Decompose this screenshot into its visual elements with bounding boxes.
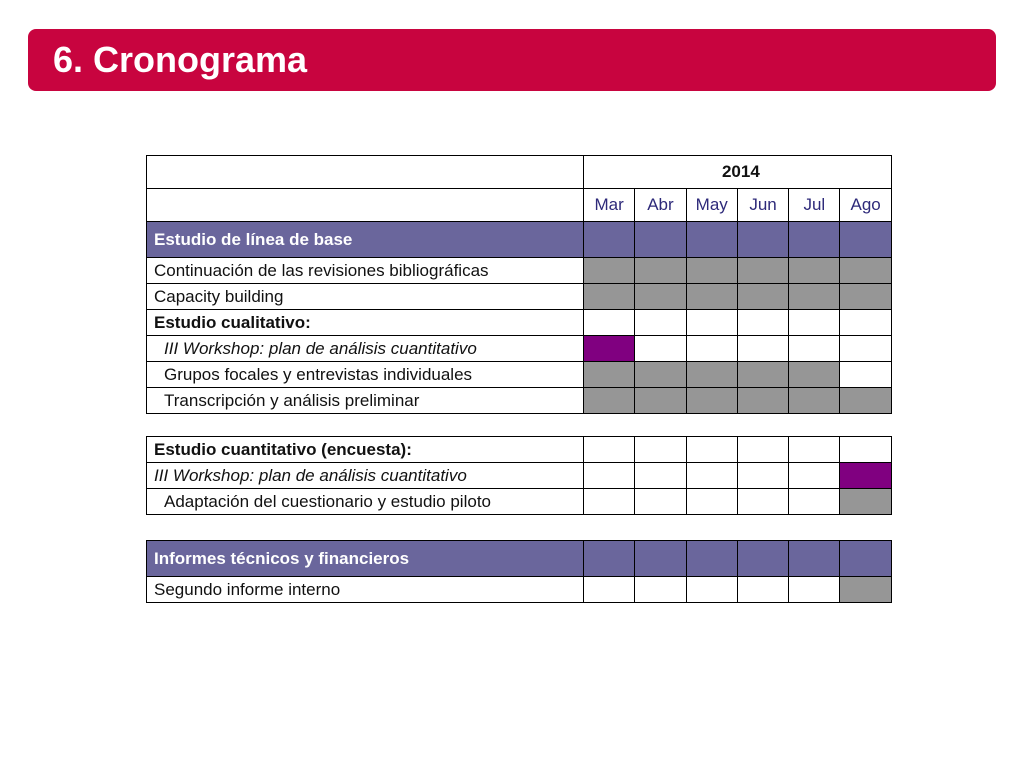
slide-title: 6. Cronograma (53, 39, 308, 80)
empty-cell (635, 463, 686, 489)
task-row (147, 336, 892, 362)
activity-bar-cell (737, 388, 788, 414)
activity-bar-cell (789, 388, 840, 414)
empty-cell (840, 362, 891, 388)
section-fill-cell (840, 541, 891, 577)
activity-bar-cell (584, 258, 635, 284)
empty-cell (737, 310, 788, 336)
month-header-row (147, 189, 892, 222)
subheader-row (147, 437, 892, 463)
activity-bar-cell (635, 258, 686, 284)
section-fill-cell (686, 541, 737, 577)
section-fill-cell (789, 541, 840, 577)
activity-bar-cell (789, 362, 840, 388)
task-label: Estudio de línea de base (147, 222, 584, 258)
empty-cell (789, 489, 840, 515)
empty-cell (737, 577, 788, 603)
activity-bar-cell (840, 258, 891, 284)
month-label: May (686, 189, 737, 222)
milestone-cell (840, 463, 891, 489)
section-fill-cell (737, 541, 788, 577)
title-banner (28, 29, 996, 91)
task-label: Transcripción y análisis preliminar (147, 388, 584, 414)
empty-cell (686, 489, 737, 515)
task-row (147, 362, 892, 388)
task-row (147, 489, 892, 515)
empty-cell (584, 310, 635, 336)
activity-bar-cell (686, 388, 737, 414)
section-fill-cell (635, 222, 686, 258)
activity-bar-cell (686, 258, 737, 284)
empty-cell (686, 577, 737, 603)
empty-cell (737, 437, 788, 463)
empty-cell (584, 577, 635, 603)
year-label: 2014 (584, 156, 892, 189)
empty-cell (584, 463, 635, 489)
empty-cell (840, 336, 891, 362)
section-fill-cell (584, 541, 635, 577)
section-fill-cell (635, 541, 686, 577)
activity-bar-cell (584, 388, 635, 414)
activity-bar-cell (686, 284, 737, 310)
section-fill-cell (584, 222, 635, 258)
section-fill-cell (840, 222, 891, 258)
activity-bar-cell (584, 284, 635, 310)
activity-bar-cell (737, 284, 788, 310)
empty-cell (635, 310, 686, 336)
task-label: III Workshop: plan de análisis cuantitativo (147, 463, 584, 489)
task-row (147, 258, 892, 284)
empty-cell (686, 463, 737, 489)
empty-cell (686, 437, 737, 463)
subheader-row (147, 310, 892, 336)
section-fill-cell (737, 222, 788, 258)
task-label: Grupos focales y entrevistas individuales (147, 362, 584, 388)
task-label: Estudio cualitativo: (147, 310, 584, 336)
year-header-row (147, 156, 892, 189)
empty-cell (635, 437, 686, 463)
empty-cell (635, 489, 686, 515)
task-row (147, 388, 892, 414)
month-label: Jul (789, 189, 840, 222)
empty-cell (789, 336, 840, 362)
empty-cell (737, 489, 788, 515)
task-label: Estudio cuantitativo (encuesta): (147, 437, 584, 463)
empty-cell (584, 489, 635, 515)
month-label: Ago (840, 189, 891, 222)
empty-cell (737, 336, 788, 362)
activity-bar-cell (635, 388, 686, 414)
empty-cell (635, 577, 686, 603)
activity-bar-cell (840, 284, 891, 310)
task-label: III Workshop: plan de análisis cuantitativo (147, 336, 584, 362)
empty-cell (789, 437, 840, 463)
task-label: Adaptación del cuestionario y estudio piloto (147, 489, 584, 515)
activity-bar-cell (840, 577, 891, 603)
activity-bar-cell (584, 362, 635, 388)
section-fill-cell (789, 222, 840, 258)
task-row (147, 463, 892, 489)
empty-cell (584, 437, 635, 463)
activity-bar-cell (686, 362, 737, 388)
activity-bar-cell (789, 258, 840, 284)
task-label: Segundo informe interno (147, 577, 584, 603)
section-row (147, 541, 892, 577)
activity-bar-cell (840, 388, 891, 414)
empty-cell (840, 437, 891, 463)
activity-bar-cell (737, 362, 788, 388)
empty-cell (686, 310, 737, 336)
empty-cell (737, 463, 788, 489)
task-label: Continuación de las revisiones bibliográficas (147, 258, 584, 284)
section-row (147, 222, 892, 258)
empty-cell (635, 336, 686, 362)
activity-bar-cell (789, 284, 840, 310)
schedule-table-quantitative (146, 436, 892, 515)
schedule-table-reports (146, 540, 892, 603)
header-blank-cell (147, 189, 584, 222)
schedule-table-baseline (146, 155, 892, 414)
empty-cell (686, 336, 737, 362)
task-row (147, 577, 892, 603)
empty-cell (789, 310, 840, 336)
activity-bar-cell (635, 284, 686, 310)
empty-cell (789, 577, 840, 603)
month-label: Jun (737, 189, 788, 222)
task-label: Capacity building (147, 284, 584, 310)
month-label: Mar (584, 189, 635, 222)
empty-cell (789, 463, 840, 489)
activity-bar-cell (840, 489, 891, 515)
task-label: Informes técnicos y financieros (147, 541, 584, 577)
empty-cell (840, 310, 891, 336)
header-blank-cell (147, 156, 584, 189)
section-fill-cell (686, 222, 737, 258)
task-row (147, 284, 892, 310)
activity-bar-cell (737, 258, 788, 284)
month-label: Abr (635, 189, 686, 222)
activity-bar-cell (635, 362, 686, 388)
milestone-cell (584, 336, 635, 362)
